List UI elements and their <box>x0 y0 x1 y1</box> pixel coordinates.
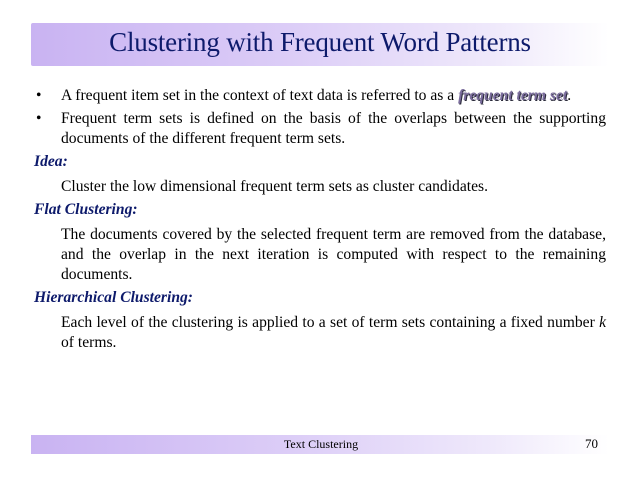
slide-title: Clustering with Frequent Word Patterns <box>109 27 531 57</box>
section-text-end: of terms. <box>61 334 117 351</box>
section-heading-hierarchical-clustering: Hierarchical Clustering: <box>34 289 193 306</box>
highlighted-term: frequent term set <box>458 87 568 104</box>
bullet-text: A frequent item set in the context of text data is referred to as a <box>61 87 459 104</box>
section-text-start: Each level of the clustering is applied to a set of term sets containing a fixed number <box>61 314 600 331</box>
bullet-text: Frequent term sets is defined on the basis of the overlaps between the supporting documents of the different frequent term sets. <box>61 110 606 147</box>
section-text-hierarchical-clustering <box>34 313 606 353</box>
page-number: 70 <box>585 436 598 451</box>
bullet-item <box>34 109 606 149</box>
section-text-flat-clustering: The documents covered by the selected frequent term are removed from the database, and the overlap in the next iteration is computed with respect to the remaining documents. <box>61 226 606 283</box>
section-heading-idea: Idea: <box>34 153 68 170</box>
section-heading-flat-clustering: Flat Clustering: <box>34 201 138 218</box>
footer-label: Text Clustering <box>283 437 359 451</box>
variable-k: k <box>599 314 606 331</box>
section-text-idea: Cluster the low dimensional frequent term sets as cluster candidates. <box>61 178 488 195</box>
bullet-marker: • <box>36 110 42 127</box>
bullet-text-end: . <box>567 87 572 104</box>
bullet-item <box>34 86 606 106</box>
bullet-marker: • <box>36 87 42 104</box>
slide-content <box>34 86 606 356</box>
